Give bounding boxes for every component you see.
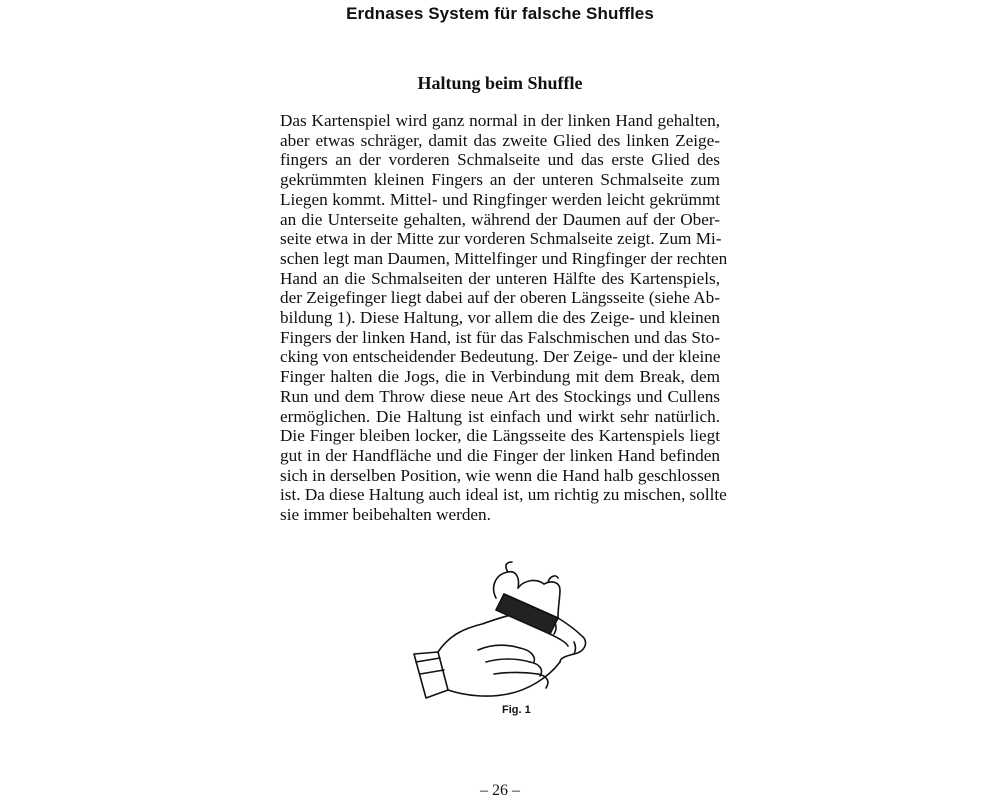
text-line: der Zeigefinger liegt dabei auf der oberen Längsseite (siehe Ab- bbox=[280, 288, 720, 308]
text-line: Die Finger bleiben locker, die Längsseite des Kartenspiels liegt bbox=[280, 426, 720, 446]
text-line: ermöglichen. Die Haltung ist einfach und wirkt sehr natürlich. bbox=[280, 406, 720, 426]
text-line: Fingers der linken Hand, ist für das Falschmischen und das Sto- bbox=[280, 327, 720, 347]
text-line: Run und dem Throw diese neue Art des Stockings und Cullens bbox=[280, 386, 720, 406]
text-line: sich in derselben Position, wie wenn die Hand halb geschlossen bbox=[280, 465, 720, 485]
running-head: Erdnases System für falsche Shuffles bbox=[346, 4, 654, 23]
text-line: cking von entscheidender Bedeutung. Der Zeige- und der kleine bbox=[280, 347, 721, 367]
text-line: Finger halten die Jogs, die in Verbindung mit dem Break, dem bbox=[280, 367, 720, 387]
text-line: Hand an die Schmalseiten der unteren Hälfte des Kartenspiels, bbox=[280, 268, 720, 288]
text-line: Das Kartenspiel wird ganz normal in der linken Hand gehalten, bbox=[280, 111, 720, 130]
text-line: bildung 1). Diese Haltung, vor allem die des Zeige- und kleinen bbox=[280, 308, 720, 328]
text-line: ist. Da diese Haltung auch ideal ist, um richtig zu mischen, sollte bbox=[280, 485, 727, 505]
page-number: – 26 – bbox=[480, 782, 520, 799]
text-line: sie immer beibehalten werden. bbox=[280, 505, 491, 525]
text-line: aber etwas schräger, damit das zweite Glied des linken Zeige- bbox=[280, 130, 720, 150]
text-line: seite etwa in der Mitte zur vorderen Schmalseite zeigt. Zum Mi- bbox=[280, 229, 722, 249]
hand-holding-deck-illustration bbox=[408, 558, 598, 728]
text-line: Liegen kommt. Mittel- und Ringfinger werden leicht gekrümmt bbox=[280, 189, 720, 209]
text-line: fingers an der vorderen Schmalseite und das erste Glied des bbox=[280, 150, 720, 170]
section-title: Haltung beim Shuffle bbox=[417, 73, 583, 93]
text-line: gekrümmten kleinen Fingers an der unteren Schmalseite zum bbox=[280, 170, 720, 190]
text-line: gut in der Handfläche und die Finger der linken Hand befinden bbox=[280, 445, 720, 465]
body-paragraph bbox=[280, 111, 728, 525]
text-line: an die Unterseite gehalten, während der Daumen auf der Ober- bbox=[280, 209, 720, 229]
text-line: schen legt man Daumen, Mittelfinger und Ringfinger der rechten bbox=[280, 248, 728, 268]
figure-caption: Fig. 1 bbox=[502, 704, 531, 716]
